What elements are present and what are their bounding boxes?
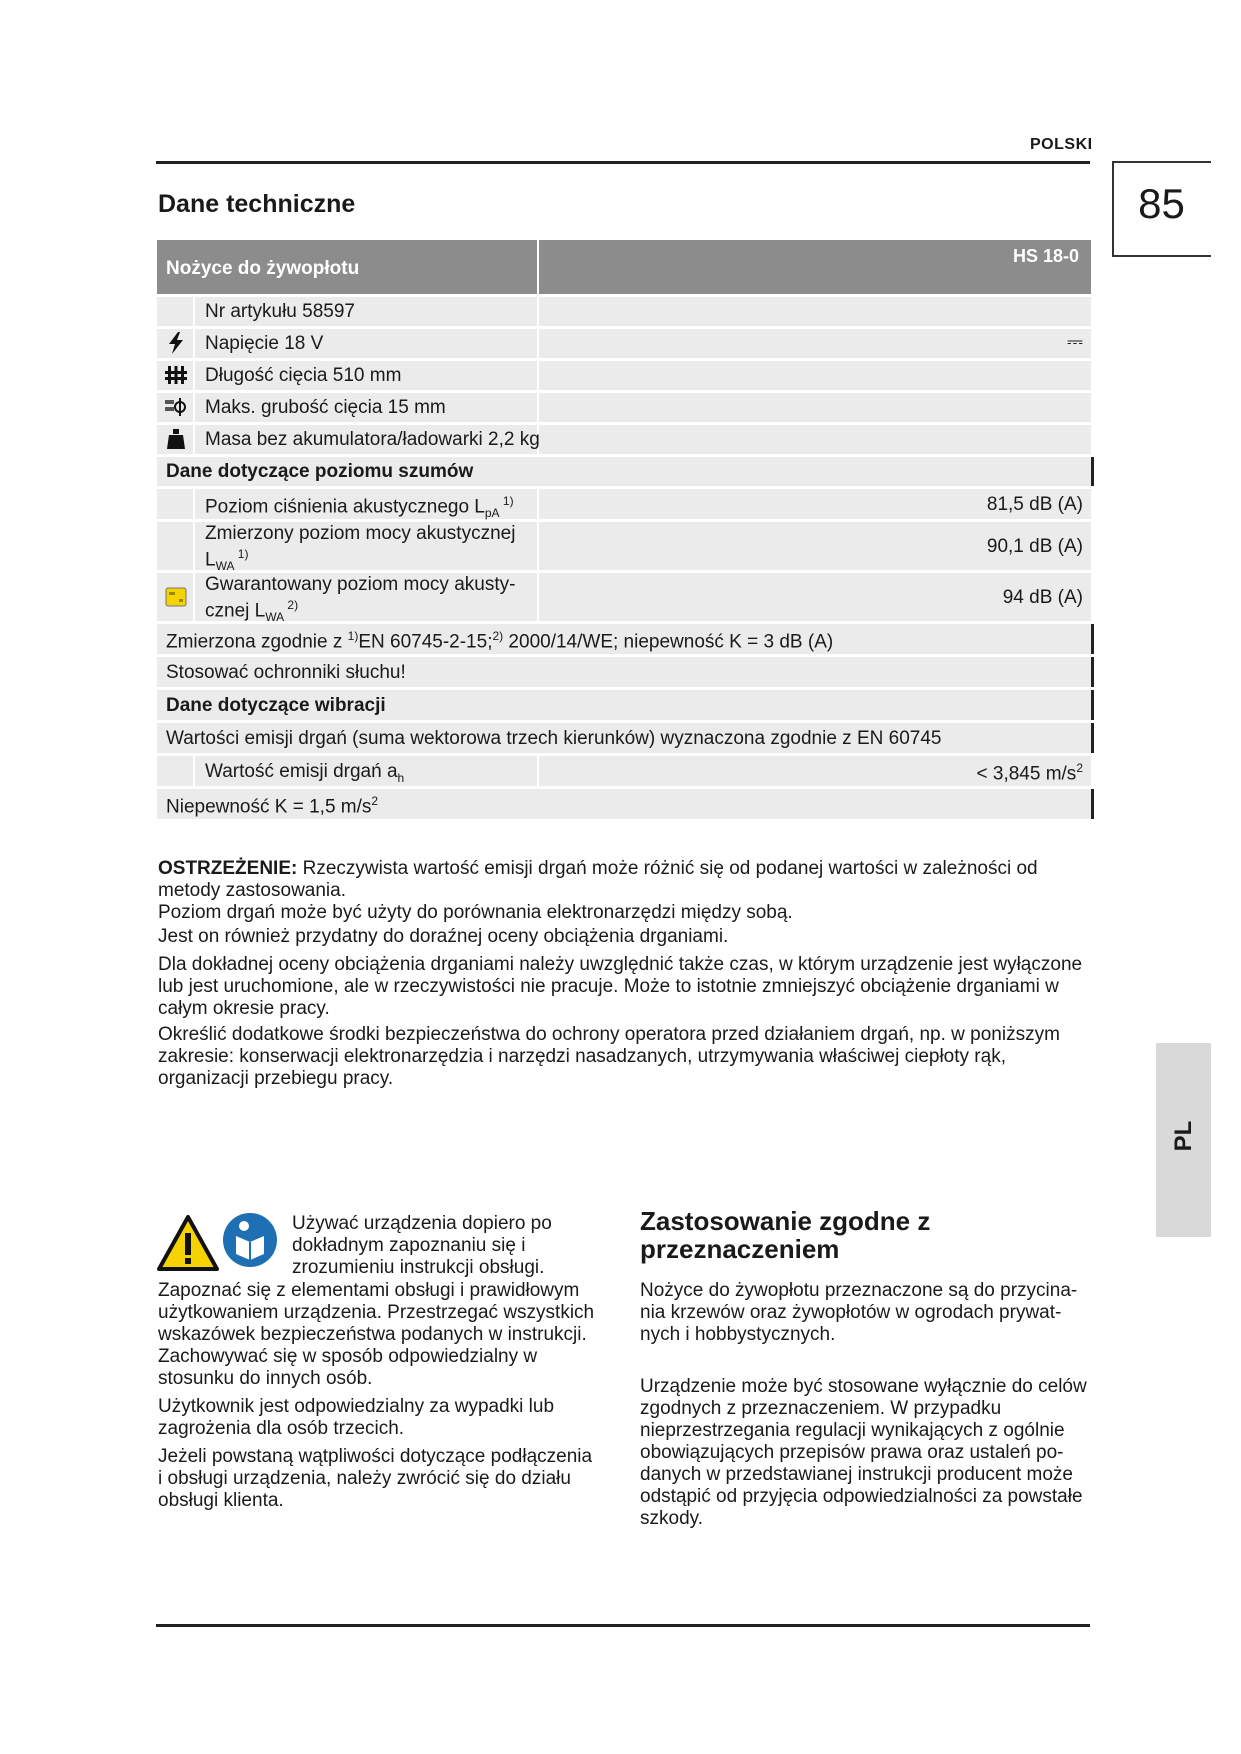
row-label: Napięcie 18 V: [205, 333, 324, 354]
paragraph: Określić dodatkowe środki bezpieczeństwa do ochrony operatora przed działaniem drgań, np. w poniższym zakresie: konserwacji elektronarzędzia i narzędzi nasadzanych, utrzymywania właściwej ciepłoty rąk, organizacji przebiegu pracy.: [158, 1024, 1060, 1089]
table-row: [157, 756, 1091, 786]
bottom-rule: [156, 1624, 1090, 1627]
hearing-protection-note: Stosować ochronniki słuchu!: [166, 662, 406, 683]
language-label: POLSKI: [1030, 136, 1093, 153]
vibration-description: Wartości emisji drgań (suma wektorowa trzech kierunków) wyznaczona zgodnie z EN 60745: [166, 728, 942, 749]
warning-paragraph: OSTRZEŻENIE: Rzeczywista wartość emisji drgań może różnić się od podanej wartości w zależności od metody zastosowania.: [158, 858, 1038, 901]
page-title: Dane techniczne: [158, 190, 356, 218]
row-label: Maks. grubość cięcia 15 mm: [205, 397, 446, 418]
cutting-length-icon: [164, 363, 188, 387]
table-row: [157, 361, 1091, 390]
table-row: [157, 329, 1091, 358]
row-label: Zmierzony poziom mocy akustycznej $L_{WA}$ $^{1)}$: [205, 523, 516, 574]
warning-triangle-icon: [156, 1214, 220, 1272]
paragraph: Zapoznać się z elementami obsługi i prawidłowym użytkowaniem urządzenia. Przestrzegać wszystkich wskazówek bezpieczeństwa podanych w instrukcji. Zachowywać się w sposób odpowiedzialny w stosunku do innych osób.: [158, 1280, 595, 1389]
row-value: < 3,845 $m/s^2$: [976, 761, 1083, 785]
table-row: [157, 573, 1091, 625]
paragraph: Użytkownik jest odpowiedzialny za wypadki lub zagrożenia dla osób trzecich.: [158, 1396, 555, 1439]
row-value: 94 dB (A): [1002, 587, 1083, 608]
table-row: [157, 522, 1091, 574]
row-value: 81,5 dB (A): [986, 494, 1083, 515]
paragraph: Dla dokładnej oceny obciążenia drganiami należy uwzględnić także czas, w którym urządzenie jest wyłączone lub jest uruchomione, ale w rzeczywistości nie pracuje. Może to istotnie zmniejszyć obciążenie drganiami w całym okresie pracy.: [158, 954, 1083, 1019]
language-tab-label: PL: [1170, 1120, 1197, 1152]
branch-thickness-icon: [164, 395, 188, 419]
top-rule: [156, 161, 1090, 164]
row-label: Masa bez akumulatora/ładowarki 2,2 kg: [205, 429, 540, 450]
row-label: Poziom ciśnienia akustycznego $L_{pA}$ $^{1)}$: [205, 494, 514, 521]
intro-text: Używać urządzenia dopiero po dokładnym zapoznaniu się i zrozumieniu instrukcji obsługi.: [292, 1213, 552, 1278]
table-row: [157, 657, 1091, 687]
table-row: [157, 393, 1091, 422]
lightning-icon: [164, 331, 188, 355]
measurement-standard: Zmierzona zgodnie z $^{1)}$EN 60745-2-15;$^{2)}$ 2000/14/WE; niepewność K = 3 dB (A): [166, 629, 834, 653]
table-header: [157, 240, 1091, 294]
uncertainty: Niepewność K = 1,5 $m/s^2$: [166, 794, 379, 818]
paragraph: Urządzenie może być stosowane wyłącznie do celów zgodnych z przeznaczeniem. W przypadku nieprzestrzegania regulacji wynikających z ogólnie obowiązujących przepisów prawa oraz ustaleń po-danych w przedstawianej instrukcji producent może odstąpić od przyjęcia odpowiedzialności za powstałe szkody.: [640, 1376, 1087, 1529]
paragraph: Jest on również przydatny do doraźnej oceny obciążenia drganiami.: [158, 926, 729, 947]
weight-icon: [164, 427, 188, 451]
paragraph: Poziom drgań może być użyty do porównania elektronarzędzi między sobą.: [158, 902, 793, 923]
row-value: 90,1 dB (A): [986, 536, 1083, 557]
vibration-section-header: Dane dotyczące wibracji: [157, 690, 1091, 720]
table-row: [157, 297, 1091, 326]
page-number: 85: [1138, 180, 1185, 227]
table-title: Nożyce do żywopłotu: [166, 258, 360, 279]
paragraph: Jeżeli powstaną wątpliwości dotyczące podłączenia i obsługi urządzenia, należy zwrócić się do działu obsługi klienta.: [158, 1446, 593, 1511]
table-row: [157, 489, 1091, 519]
read-manual-icon: [222, 1212, 278, 1268]
table-row: [157, 723, 1091, 753]
model-name: HS 18-0: [1012, 246, 1079, 266]
noise-section-header: Dane dotyczące poziomu szumów: [157, 457, 1091, 486]
row-label: Nr artykułu 58597: [205, 301, 355, 322]
row-label: Gwarantowany poziom mocy akusty- cznej $L_{WA}$ $^{2)}$: [205, 574, 516, 625]
table-row: [157, 425, 1091, 454]
table-row: [157, 789, 1091, 819]
section-heading: Zastosowanie zgodne z przeznaczeniem: [640, 1206, 931, 1264]
dc-symbol: ⎓: [1067, 331, 1083, 353]
paragraph: Nożyce do żywopłotu przeznaczone są do przycina-nia krzewów oraz żywopłotów w ogrodach prywat-nych i hobbystycznych.: [640, 1280, 1078, 1345]
table-row: [157, 624, 1091, 654]
noise-label-icon: [164, 585, 188, 609]
row-label: Długość cięcia 510 mm: [205, 365, 402, 386]
row-label: Wartość emisji drgań $a_h$: [205, 761, 405, 785]
